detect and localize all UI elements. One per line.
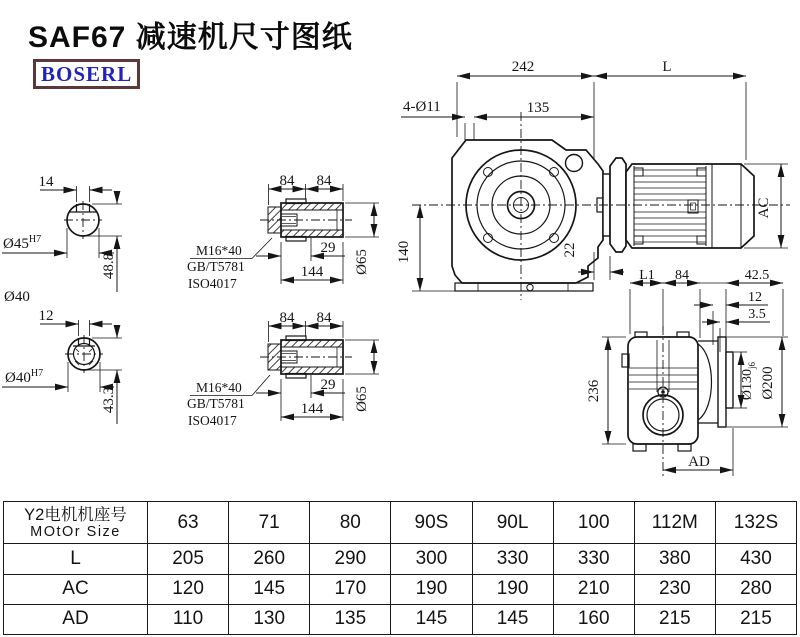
cell: 190: [472, 574, 553, 604]
dim-29: 29: [320, 377, 336, 393]
cell: 120: [148, 574, 229, 604]
view-front-gearbox-motor: [396, 59, 790, 300]
cell: 145: [391, 604, 472, 634]
cell: 170: [310, 574, 391, 604]
cell: 190: [391, 574, 472, 604]
size-col: 63: [148, 502, 229, 544]
callout-mount-holes: 4-Ø11: [403, 99, 441, 115]
cell: 215: [715, 604, 796, 634]
motor-size-table: [3, 501, 797, 635]
cell: 205: [148, 544, 229, 574]
cell: 330: [472, 544, 553, 574]
cell: 260: [229, 544, 310, 574]
dim-140: 140: [396, 240, 412, 264]
size-col: 132S: [715, 502, 796, 544]
dim-bore-40h7: $Ø40^{H7}$: [5, 368, 44, 386]
page-title: SAF67 减速机尺寸图纸: [28, 21, 353, 54]
dim-84-a: 84: [279, 173, 295, 189]
dim-AD: AD: [688, 454, 710, 470]
dim-dia-65: Ø65: [354, 386, 370, 412]
cell: 145: [229, 574, 310, 604]
dim-12: 12: [748, 290, 762, 305]
dim-keyway-12: 12: [38, 308, 54, 324]
label-shaft-dia-40: Ø40: [4, 289, 30, 305]
dim-dia-65: Ø65: [354, 249, 370, 275]
cell: 430: [715, 544, 796, 574]
view-hollow-shaft-top: [187, 173, 379, 291]
dim-135: 135: [526, 100, 550, 116]
cell: 330: [553, 544, 634, 574]
cell: 110: [148, 604, 229, 634]
callout-std-iso: ISO4017: [188, 276, 237, 291]
view-output-end-bottom: [2, 308, 122, 424]
dim-height-43-3: 43.3: [101, 386, 117, 414]
dim-keyway-14: 14: [38, 174, 54, 190]
dim-144: 144: [300, 264, 324, 280]
row-label: AC: [4, 574, 148, 604]
size-col: 90S: [391, 502, 472, 544]
dim-height-48-8: 48.8: [101, 252, 117, 280]
brand-logo: BOSERL: [33, 59, 140, 89]
size-col: 80: [310, 502, 391, 544]
dim-L: L: [662, 59, 672, 75]
cell: 210: [553, 574, 634, 604]
dim-84-b: 84: [316, 310, 332, 326]
dim-84: 84: [675, 268, 689, 283]
table-header-row: [4, 502, 797, 544]
dim-L1: L1: [639, 268, 655, 283]
cell: 380: [634, 544, 715, 574]
cell: 130: [229, 604, 310, 634]
row-label: AD: [4, 604, 148, 634]
dim-AC: AC: [756, 197, 772, 219]
cell: 215: [634, 604, 715, 634]
table-header-motor-size: [4, 502, 148, 544]
size-col: 90L: [472, 502, 553, 544]
dim-242: 242: [511, 59, 535, 75]
cell: 160: [553, 604, 634, 634]
dim-236: 236: [586, 379, 602, 403]
callout-std-iso: ISO4017: [188, 413, 237, 428]
cell: 230: [634, 574, 715, 604]
callout-thread: M16*40: [196, 380, 242, 395]
header-en: MOtOr Size: [30, 523, 121, 540]
dim-29: 29: [320, 240, 336, 256]
table-row-L: [4, 544, 797, 574]
size-col: 100: [553, 502, 634, 544]
size-col: 112M: [634, 502, 715, 544]
dim-22: 22: [562, 242, 578, 258]
dim-dia-130-j6: $Ø130_{j6}$: [740, 361, 757, 401]
dim-dia-200: Ø200: [760, 366, 776, 400]
table-row-AC: [4, 574, 797, 604]
cell: 135: [310, 604, 391, 634]
dim-84-a: 84: [279, 310, 295, 326]
callout-std-gb: GB/T5781: [187, 259, 245, 274]
header-cn: Y2电机机座号: [24, 505, 127, 524]
dim-144: 144: [300, 401, 324, 417]
breather-vent: [566, 155, 583, 172]
cell: 290: [310, 544, 391, 574]
table-row-AD: [4, 604, 797, 634]
view-output-end-top: [2, 174, 122, 292]
dim-bore-45h7: $Ø45^{H7}$: [3, 234, 42, 252]
callout-thread: M16*40: [196, 243, 242, 258]
dim-42-5: 42.5: [744, 268, 770, 283]
view-hollow-shaft-bottom: [187, 310, 379, 428]
callout-std-gb: GB/T5781: [187, 396, 245, 411]
dim-3-5: 3.5: [748, 307, 766, 322]
cell: 300: [391, 544, 472, 574]
cell: 280: [715, 574, 796, 604]
cell: 145: [472, 604, 553, 634]
dim-84-b: 84: [316, 173, 332, 189]
size-col: 71: [229, 502, 310, 544]
view-side-gearbox: [586, 268, 788, 476]
row-label: L: [4, 544, 148, 574]
